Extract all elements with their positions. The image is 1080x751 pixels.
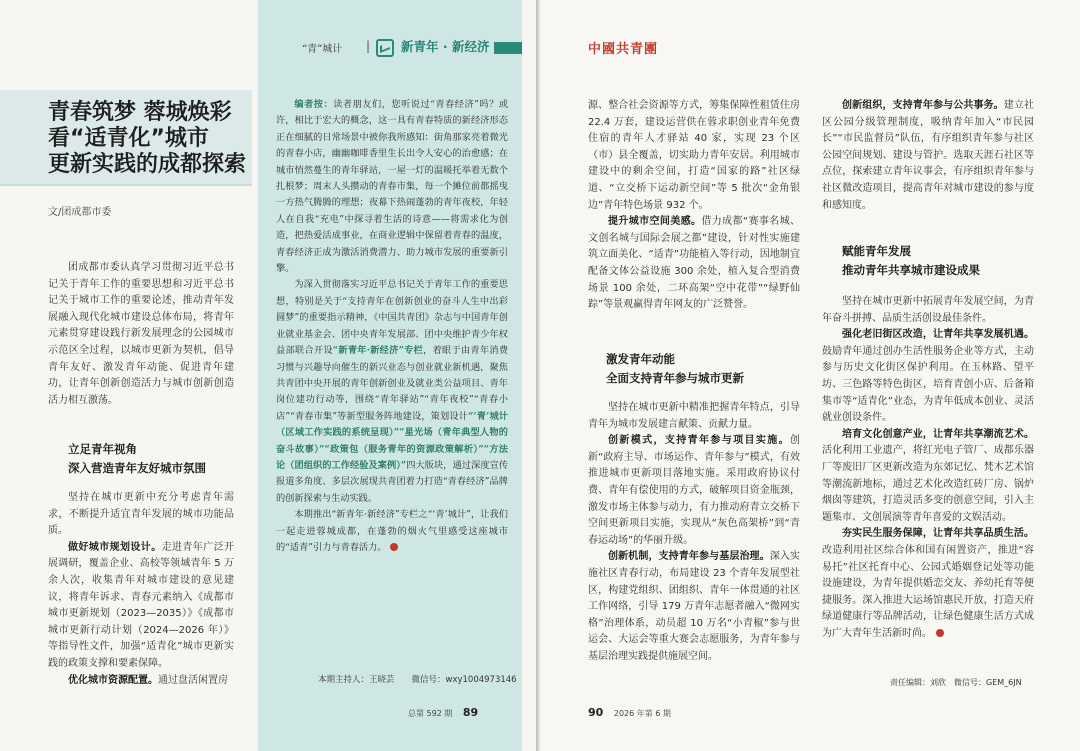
paragraph-body: 建立社区公园分级管理制度，吸纳青年加入“市民园长”“市民监督员”队伍，有序组织青年参与社区公园空间规划、建设与管护。选取天涯石社区等点位，探索建立青年议事会，有序组织青年参与社区微改造项目，提高青年对城市建设的参与度和感知度。 <box>822 100 1035 211</box>
editor-text: 本期推出“新青年·新经济”专栏之“‘青’城计”，让我们一起走进蓉城成都，在蓬勃的烟火气里感受这座城市的“适青”引力与青春活力。 <box>276 509 508 553</box>
editor-text: ，着眼于由青年消费习惯与兴趣导向催生的新兴业态与创业就业新机遇，聚焦共青团中央开展的青年创新创业及就业类公益项目、青年岗位建功行动等，围绕“青年驿站”“青年夜校”“青春小店”“青春市集”等新型服务阵地建设，策划设计 <box>276 345 509 422</box>
section-1-heading-line-2: 深入营造青年友好城市氛围 <box>68 461 206 475</box>
right-column-2-top <box>822 98 1034 214</box>
right-footer <box>588 706 671 719</box>
left-column-intro <box>48 260 234 409</box>
paragraph <box>822 98 1034 214</box>
paragraph-body: 活化利用工业遗产，将红光电子管厂、成都乐器厂等废旧厂区更新改造为东郊记忆、梵木艺术馆等潮流新地标，通过艺术化改造红砖厂房、锅炉烟囱等建筑，打造灵活多变的创意空间，引入主题集市、文创展演等青年喜爱的文娱活动。 <box>822 445 1034 523</box>
paragraph: 坚持在城市更新中精准把握青年特点，引导青年为城市发展建言献策、贡献力量。 <box>588 402 800 430</box>
intro-paragraph: 团成都市委认真学习贯彻习近平总书记关于青年工作的重要思想和习近平总书记关于城市工作的重要论述，推动青年发展融入现代化城市建设总体布局，将青年元素贯穿建设践行新发展理念的公园城市示范区全过程，以城市更新为契机，倡导青年友好、激发青年动能、促进青年建功，让青年创新创造活力与城市创新创造活力相互激荡。 <box>48 262 234 406</box>
editor-credit: 责任编辑：刘欣 微信号：GEM_6JN <box>890 678 1022 687</box>
editor-text: 读者朋友们，您听说过“青春经济”吗？或许，相比于宏大的概念，这一具有青春特质的新经济形态正在细腻的日常场景中被你我所感知：街角那家亮着微光的青春小店，幽幽咖啡香里生长出令人安心的治愈感；在城市悄然蔓生的青年驿站，一屋一灯的温暖托举着无数个扎根梦；周末人头攒动的青春市集，每一个摊位前都摇曳一方热气腾腾的理想；夜幕下热闹蓬勃的青年夜校，年轻人在自我“充电”中探寻着生活的诗意——将需求化为创造，把热爱活成事业，在商业逻辑中保留着青春的温度，青春经济正成为激活消费潜力、助力城市发展的重要新引擎。 <box>276 99 509 275</box>
paragraph <box>822 327 1034 427</box>
editor-note-paragraph-2 <box>276 277 508 507</box>
section-highlight: “星光场（青年典型人物的奋斗故事）” <box>276 427 508 455</box>
left-page <box>0 0 536 751</box>
paragraph <box>588 549 800 665</box>
section-3-heading <box>842 242 980 280</box>
section-3-heading-line-2: 推动青年共享城市建设成果 <box>842 263 980 277</box>
separator: | <box>366 39 371 53</box>
title-box <box>0 90 252 186</box>
paragraph: 坚持在城市更新中拓展青年发展空间，为青年奋斗拼搏、品质生活创设最佳条件。 <box>822 296 1034 324</box>
page-title-line-2: 看“适青化”城市 <box>48 126 209 151</box>
paragraph-lead: 强化老旧街区改造，让青年共享发展机遇。 <box>842 329 1034 341</box>
paragraph-lead: 夯实民生服务保障，让青年共享品质生活。 <box>842 528 1034 540</box>
paragraph: 坚持在城市更新中充分考虑青年需求，不断提升适宜青年发展的城市功能品质。 <box>48 492 234 537</box>
paragraph <box>48 673 234 690</box>
paragraph-lead: 创新模式，支持青年参与项目实施。 <box>608 435 790 447</box>
paragraph-body: 改造利用社区综合体和国有闲置资产，推进“容易托”社区托育中心、公园式婚姻登记处等功能设施建设，为青年提供婚恋交友、养幼托育等便捷服务。深入推进大运场馆惠民开放，打造天府绿道健康行等品牌活动，让绿色健康生活方式成为广大青年生活新时尚。 <box>822 544 1034 639</box>
total-issue: 总第 592 期 <box>408 709 453 718</box>
paragraph-lead: 优化城市资源配置。 <box>68 674 158 686</box>
editor-note-paragraph-3 <box>276 507 508 556</box>
paragraph-body: 走进青年广泛开展调研，覆盖企业、高校等领域青年 5 万余人次，收集青年对城市建设的意见建议，将青年诉求、青春元素纳入《成都市城市更新规划（2023—2035）》《成都市城市更新行动计划（2024—2026 年）》等指导性文件，加强“适青化”城市更新实践的政策支撑和要素保障。 <box>48 541 235 669</box>
paragraph <box>48 540 234 673</box>
left-column-section-1 <box>48 490 234 689</box>
column-theme: 新青年 · 新经济 <box>401 39 490 54</box>
right-column-1-section-2 <box>588 400 800 666</box>
section-3-heading-line-1: 赋能青年发展 <box>842 244 911 258</box>
editor-label: 编者按： <box>294 99 334 110</box>
paragraph <box>822 427 1034 527</box>
left-footer <box>408 706 478 719</box>
paragraph-body: 借力成都“赛事名城、文创名城与国际会展之都”建设，针对性实施建筑立面美化、“适青”功能植入等行动，因地制宜配备文体公益设施 300 余处，植入复合型消费场景 100 余处，二环高架“空中花带”“绿野仙踪”等景观赢得青年网友的广泛赞誉。 <box>588 216 800 311</box>
page-number: 90 <box>588 706 604 719</box>
section-highlight: “方法论（团组织的工作经验及案例）” <box>276 443 508 471</box>
editor-text: 四大版块，通过深度宣传报道多角度、多层次展现共青团着力打造“青春经济”品牌的创新探索与生动实践。 <box>276 459 509 504</box>
right-page <box>540 0 1080 751</box>
section-highlight: “‘青’城计（区域工作实践的系统呈现）” <box>276 410 508 439</box>
byline: 文/团成都市委 <box>48 207 112 218</box>
editor-note <box>276 97 508 556</box>
paragraph-body: 鼓励青年通过创办生活性服务企业等方式，主动参与历史文化街区保护利用。在玉林路、望平坊、三色路等特色街区，培育青创小店、后备箱集市等“适青化”业态，为青年低成本创业、灵活就业创设条件。 <box>822 345 1034 424</box>
page-title-line-3: 更新实践的成都探索 <box>48 152 247 177</box>
editor-note-sidebar <box>258 0 522 751</box>
paragraph <box>822 526 1034 642</box>
paragraph-body: 深入实施社区青春行动，布局建设 23 个青年发展型社区，构建党组织、团组织、青年一体贯通的社区工作网络，引导 179 万青年志愿者融入“微网实格”治理体系，动员超 10 万名“小青椒”参与世运会、大运会等重大赛会志愿服务，为青年参与基层治理实践提供施展空间。 <box>588 551 801 662</box>
section-2-heading-line-1: 激发青年动能 <box>606 352 675 366</box>
paragraph <box>588 214 800 314</box>
column-name: “青”城计 <box>302 44 343 55</box>
paragraph-lead: 提升城市空间美感。 <box>608 216 702 228</box>
paragraph-body: 通过盘活闲置房 <box>158 674 228 686</box>
magazine-brand-logo: 中國共青團 <box>588 42 659 57</box>
page-number: 89 <box>462 706 479 719</box>
section-highlight: “政策包（服务青年的资源政策解析）” <box>324 443 484 455</box>
editor-text: 为深入贯彻落实习近平总书记关于青年工作的重要思想，特别是关于“支持青年在创新创业的奋斗人生中出彩圆梦”的重要指示精神，《中国共青团》杂志与中国青年创业就业基金会、团中央青年发展部、团中央维护青少年权益部联合开设 <box>276 279 508 357</box>
column-header <box>258 34 522 62</box>
column-highlight: “新青年·新经济”专栏 <box>332 345 424 357</box>
paragraph <box>588 433 800 549</box>
chart-icon <box>376 39 394 57</box>
section-1-heading-line-1: 立足青年视角 <box>68 442 137 456</box>
host-credit: 本期主持人：王晓芸 微信号：wxy1004973146 <box>318 675 517 685</box>
paragraph-body: 创新“政府主导、市场运作、青年参与”模式，有效推进城市更新项目落地实施。采用政府协议付费、青年有偿使用的方式，破解项目资金瓶颈，激发市场主体参与动力，有力推动府青立交桥下空间更新项目实施，实现从“灰色高架桥”到“青春运动场”的华丽升级。 <box>588 435 800 546</box>
right-column-2-section-3 <box>822 294 1034 642</box>
page-title-line-1: 青春筑梦 蓉城焕彩 <box>48 100 232 125</box>
paragraph-lead: 创新组织，支持青年参与公共事务。 <box>842 100 1004 111</box>
editor-note-paragraph-1 <box>276 97 508 277</box>
end-mark-icon <box>390 543 398 551</box>
paragraph: 源、整合社会资源等方式，筹集保障性租赁住房 22.4 万套，建设运营供在蓉求职创业青年免费住宿的青年人才驿站 40 家，实现 23 个区（市）县全覆盖，切实助力青年安居。利用城市建设中的剩余空间，打造“国家的路”社区绿道、“立交桥下运动新空间”等 5 批次“金角银边”青年特色场景 932 个。 <box>588 100 800 211</box>
section-1-heading <box>68 440 206 478</box>
end-mark-icon <box>936 629 944 637</box>
paragraph-lead: 培育文化创意产业，让青年共享潮流艺术。 <box>842 428 1034 440</box>
section-2-heading-line-2: 全面支持青年参与城市更新 <box>606 371 744 385</box>
paragraph-lead: 创新机制，支持青年参与基层治理。 <box>608 551 770 563</box>
issue-label: 2026 年第 6 期 <box>613 709 671 718</box>
header-accent-bar <box>494 42 522 54</box>
section-2-heading <box>606 350 744 388</box>
paragraph-lead: 做好城市规划设计。 <box>68 541 162 553</box>
right-column-1-top <box>588 98 800 314</box>
